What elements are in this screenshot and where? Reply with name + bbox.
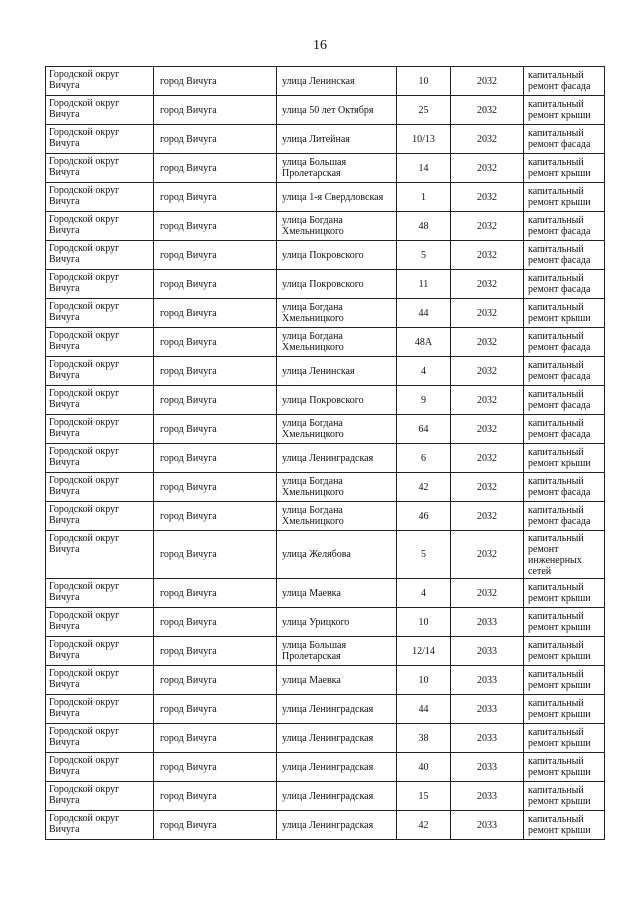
street-cell: улица Большая Пролетарская [277,154,397,183]
city-cell: город Вичуга [154,386,277,415]
street-cell: улица Урицкого [277,608,397,637]
city-cell: город Вичуга [154,357,277,386]
street-cell: улица Покровского [277,270,397,299]
table-row [46,753,605,782]
street-cell: улица Богдана Хмельницкого [277,415,397,444]
work-type-cell: капитальный ремонт крыши [524,753,605,782]
table-row [46,724,605,753]
house-number-cell: 10 [397,666,451,695]
district-cell: Городской округ Вичуга [46,502,154,531]
year-cell: 2032 [451,125,524,154]
year-cell: 2033 [451,637,524,666]
city-cell: город Вичуга [154,270,277,299]
district-cell: Городской округ Вичуга [46,125,154,154]
work-type-cell: капитальный ремонт фасада [524,386,605,415]
house-number-cell: 15 [397,782,451,811]
district-cell: Городской округ Вичуга [46,386,154,415]
work-type-cell: капитальный ремонт крыши [524,724,605,753]
district-cell: Городской округ Вичуга [46,637,154,666]
year-cell: 2032 [451,473,524,502]
street-cell: улица Ленинская [277,67,397,96]
district-cell: Городской округ Вичуга [46,415,154,444]
year-cell: 2032 [451,154,524,183]
table-row [46,782,605,811]
street-cell: улица Литейная [277,125,397,154]
table-row [46,695,605,724]
work-type-cell: капитальный ремонт крыши [524,299,605,328]
district-cell: Городской округ Вичуга [46,357,154,386]
table-row [46,579,605,608]
city-cell: город Вичуга [154,782,277,811]
table-row [46,386,605,415]
street-cell: улица Маевка [277,666,397,695]
city-cell: город Вичуга [154,183,277,212]
table-row [46,270,605,299]
work-type-cell: капитальный ремонт крыши [524,666,605,695]
table-row [46,473,605,502]
street-cell: улица 1-я Свердловская [277,183,397,212]
house-number-cell: 11 [397,270,451,299]
house-number-cell: 1 [397,183,451,212]
house-number-cell: 4 [397,357,451,386]
house-number-cell: 42 [397,473,451,502]
year-cell: 2033 [451,608,524,637]
work-type-cell: капитальный ремонт фасада [524,473,605,502]
year-cell: 2032 [451,67,524,96]
street-cell: улица Богдана Хмельницкого [277,328,397,357]
city-cell: город Вичуга [154,531,277,579]
district-cell: Городской округ Вичуга [46,67,154,96]
year-cell: 2033 [451,811,524,840]
table-row [46,328,605,357]
house-number-cell: 9 [397,386,451,415]
district-cell: Городской округ Вичуга [46,444,154,473]
work-type-cell: капитальный ремонт фасада [524,212,605,241]
street-cell: улица Богдана Хмельницкого [277,299,397,328]
city-cell: город Вичуга [154,67,277,96]
city-cell: город Вичуга [154,637,277,666]
house-number-cell: 38 [397,724,451,753]
district-cell: Городской округ Вичуга [46,753,154,782]
work-type-cell: капитальный ремонт крыши [524,444,605,473]
district-cell: Городской округ Вичуга [46,328,154,357]
street-cell: улица Ленинградская [277,695,397,724]
table-row [46,444,605,473]
year-cell: 2032 [451,415,524,444]
work-type-cell: капитальный ремонт фасада [524,125,605,154]
district-cell: Городской округ Вичуга [46,154,154,183]
year-cell: 2032 [451,241,524,270]
district-cell: Городской округ Вичуга [46,241,154,270]
house-number-cell: 46 [397,502,451,531]
house-number-cell: 12/14 [397,637,451,666]
district-cell: Городской округ Вичуга [46,531,154,579]
city-cell: город Вичуга [154,608,277,637]
city-cell: город Вичуга [154,241,277,270]
year-cell: 2032 [451,357,524,386]
table-body [46,67,605,840]
district-cell: Городской округ Вичуга [46,724,154,753]
city-cell: город Вичуга [154,666,277,695]
street-cell: улица Богдана Хмельницкого [277,473,397,502]
district-cell: Городской округ Вичуга [46,579,154,608]
year-cell: 2032 [451,212,524,241]
street-cell: улица Желябова [277,531,397,579]
street-cell: улица Богдана Хмельницкого [277,212,397,241]
house-number-cell: 40 [397,753,451,782]
table-row [46,531,605,579]
table-row [46,811,605,840]
year-cell: 2032 [451,579,524,608]
page-number: 16 [313,38,327,53]
year-cell: 2032 [451,96,524,125]
house-number-cell: 25 [397,96,451,125]
year-cell: 2032 [451,270,524,299]
work-type-cell: капитальный ремонт крыши [524,183,605,212]
table-row [46,212,605,241]
district-cell: Городской округ Вичуга [46,96,154,125]
district-cell: Городской округ Вичуга [46,299,154,328]
year-cell: 2033 [451,695,524,724]
house-number-cell: 10 [397,67,451,96]
street-cell: улица Ленинградская [277,811,397,840]
street-cell: улица Большая Пролетарская [277,637,397,666]
table-row [46,666,605,695]
house-number-cell: 14 [397,154,451,183]
year-cell: 2032 [451,299,524,328]
street-cell: улица Покровского [277,241,397,270]
work-type-cell: капитальный ремонт фасада [524,328,605,357]
street-cell: улица Ленинградская [277,782,397,811]
table-row [46,357,605,386]
year-cell: 2032 [451,444,524,473]
street-cell: улица Богдана Хмельницкого [277,502,397,531]
street-cell: улица Ленинградская [277,444,397,473]
year-cell: 2033 [451,782,524,811]
city-cell: город Вичуга [154,415,277,444]
city-cell: город Вичуга [154,502,277,531]
work-type-cell: капитальный ремонт крыши [524,782,605,811]
work-type-cell: капитальный ремонт крыши [524,154,605,183]
table-row [46,67,605,96]
district-cell: Городской округ Вичуга [46,811,154,840]
district-cell: Городской округ Вичуга [46,695,154,724]
city-cell: город Вичуга [154,811,277,840]
house-number-cell: 4 [397,579,451,608]
city-cell: город Вичуга [154,579,277,608]
city-cell: город Вичуга [154,154,277,183]
district-cell: Городской округ Вичуга [46,270,154,299]
work-type-cell: капитальный ремонт фасада [524,415,605,444]
street-cell: улица Маевка [277,579,397,608]
house-number-cell: 44 [397,299,451,328]
district-cell: Городской округ Вичуга [46,212,154,241]
house-number-cell: 48А [397,328,451,357]
house-number-cell: 64 [397,415,451,444]
district-cell: Городской округ Вичуга [46,666,154,695]
street-cell: улица Ленинградская [277,753,397,782]
city-cell: город Вичуга [154,125,277,154]
city-cell: город Вичуга [154,724,277,753]
house-number-cell: 5 [397,531,451,579]
house-number-cell: 5 [397,241,451,270]
city-cell: город Вичуга [154,299,277,328]
street-cell: улица Ленинская [277,357,397,386]
district-cell: Городской округ Вичуга [46,608,154,637]
city-cell: город Вичуга [154,753,277,782]
street-cell: улица 50 лет Октября [277,96,397,125]
house-number-cell: 48 [397,212,451,241]
table-row [46,154,605,183]
city-cell: город Вичуга [154,444,277,473]
work-type-cell: капитальный ремонт крыши [524,637,605,666]
year-cell: 2033 [451,724,524,753]
work-type-cell: капитальный ремонт инженерных сетей [524,531,605,579]
house-number-cell: 10 [397,608,451,637]
work-type-cell: капитальный ремонт крыши [524,96,605,125]
year-cell: 2032 [451,502,524,531]
table-row [46,637,605,666]
table-row [46,502,605,531]
city-cell: город Вичуга [154,695,277,724]
district-cell: Городской округ Вичуга [46,473,154,502]
year-cell: 2033 [451,753,524,782]
table-row [46,415,605,444]
year-cell: 2033 [451,666,524,695]
city-cell: город Вичуга [154,328,277,357]
work-type-cell: капитальный ремонт крыши [524,579,605,608]
work-type-cell: капитальный ремонт фасада [524,270,605,299]
district-cell: Городской округ Вичуга [46,782,154,811]
year-cell: 2032 [451,386,524,415]
repair-schedule-table [45,66,605,840]
table-row [46,183,605,212]
city-cell: город Вичуга [154,96,277,125]
year-cell: 2032 [451,183,524,212]
house-number-cell: 44 [397,695,451,724]
street-cell: улица Покровского [277,386,397,415]
work-type-cell: капитальный ремонт крыши [524,811,605,840]
year-cell: 2032 [451,531,524,579]
table-row [46,125,605,154]
table-row [46,608,605,637]
house-number-cell: 42 [397,811,451,840]
table-row [46,96,605,125]
work-type-cell: капитальный ремонт фасада [524,241,605,270]
street-cell: улица Ленинградская [277,724,397,753]
work-type-cell: капитальный ремонт фасада [524,502,605,531]
table-row [46,241,605,270]
house-number-cell: 10/13 [397,125,451,154]
work-type-cell: капитальный ремонт фасада [524,67,605,96]
table-row [46,299,605,328]
work-type-cell: капитальный ремонт фасада [524,357,605,386]
city-cell: город Вичуга [154,473,277,502]
city-cell: город Вичуга [154,212,277,241]
work-type-cell: капитальный ремонт крыши [524,608,605,637]
district-cell: Городской округ Вичуга [46,183,154,212]
work-type-cell: капитальный ремонт крыши [524,695,605,724]
house-number-cell: 6 [397,444,451,473]
year-cell: 2032 [451,328,524,357]
